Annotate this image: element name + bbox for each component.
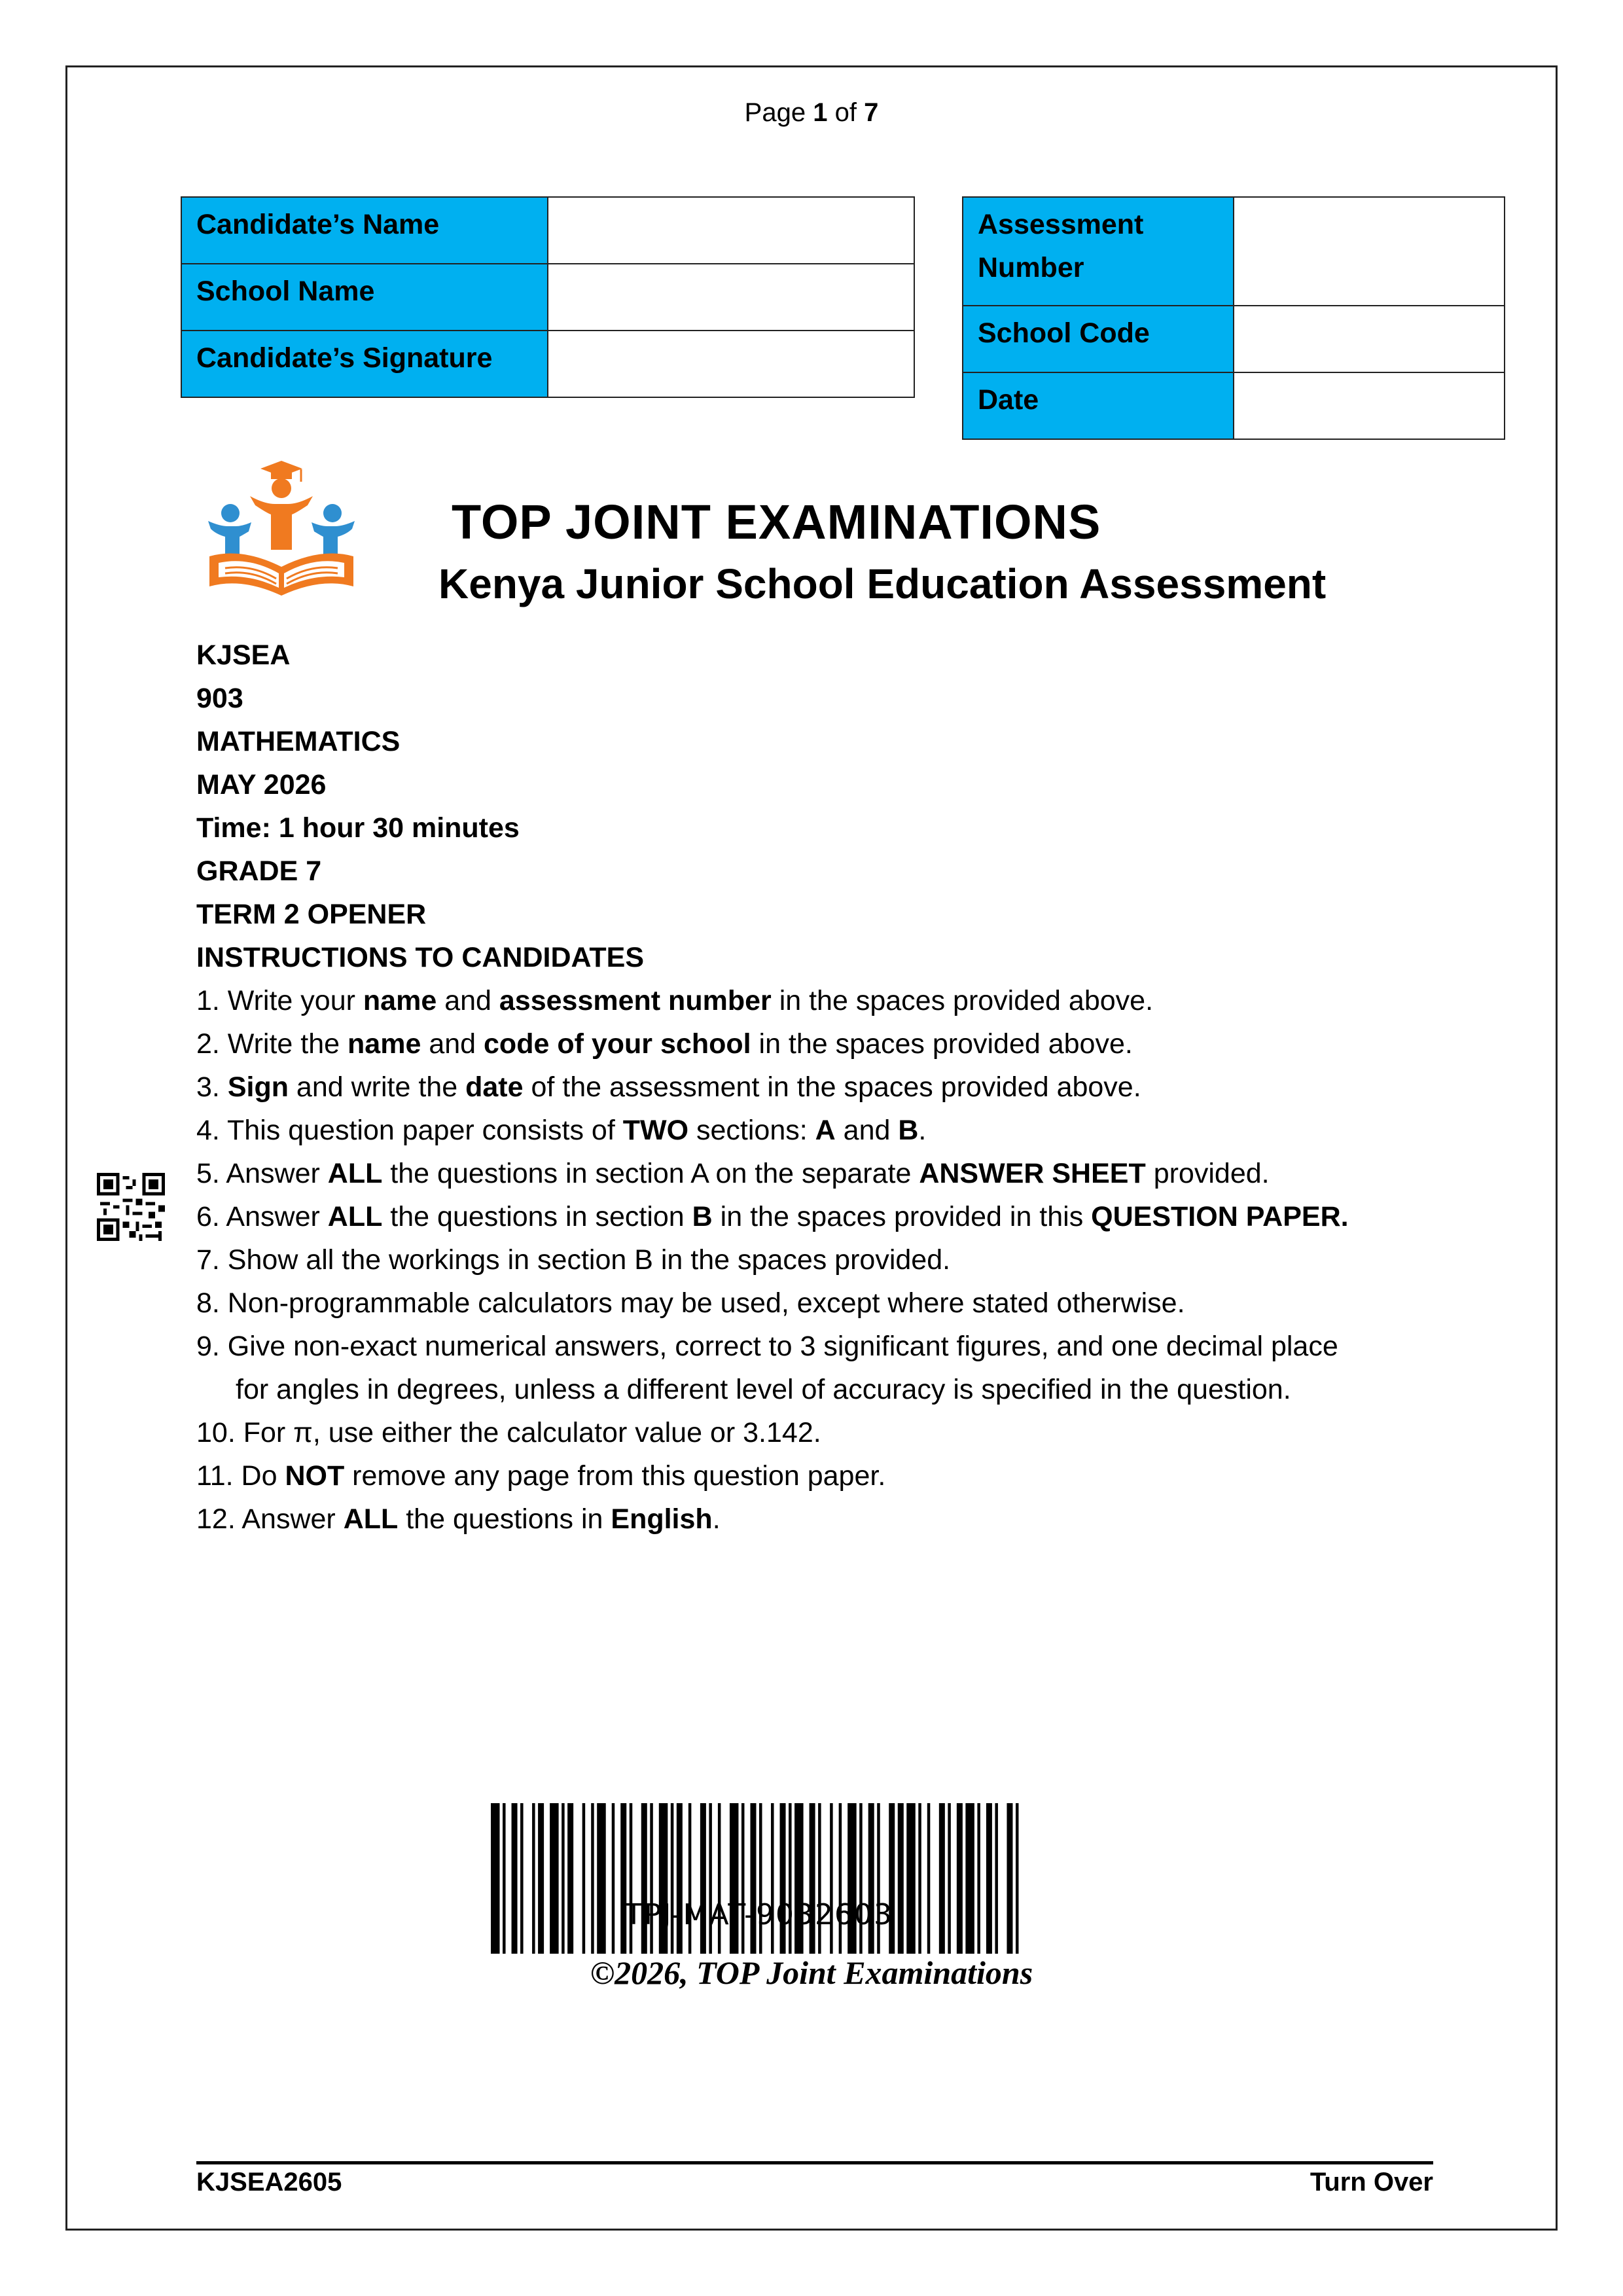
footer-divider (196, 2161, 1433, 2164)
instructions-list (196, 979, 1349, 1541)
candidate-details-table (181, 196, 915, 398)
school-code-label: School Code (963, 306, 1234, 372)
candidate-signature-label: Candidate’s Signature (181, 331, 548, 397)
subject-name: MATHEMATICS (196, 726, 401, 757)
footer-paper-code: KJSEA2605 (196, 2168, 342, 2197)
instruction-item: 4. This question paper consists of TWO sections: A and B. (196, 1115, 927, 1146)
instruction-item: 7. Show all the workings in section B in the spaces provided. (196, 1244, 951, 1276)
organization-title: TOP JOINT EXAMINATIONS (452, 495, 1101, 549)
copyright-notice: ©2026, TOP Joint Examinations (590, 1954, 1033, 1991)
paper-details (196, 634, 644, 979)
exam-date: MAY 2026 (196, 769, 327, 800)
school-name-label: School Name (181, 264, 548, 331)
instruction-item: 6. Answer ALL the questions in section B in the spaces provided in this QUESTION PAPER. (196, 1201, 1349, 1232)
assessment-number-label: Assessment Number (963, 197, 1234, 306)
instruction-item: 1. Write your name and assessment number in the spaces provided above. (196, 985, 1154, 1016)
grade-level: GRADE 7 (196, 855, 322, 887)
instruction-item: 2. Write the name and code of your school in the spaces provided above. (196, 1028, 1133, 1060)
instruction-item: 11. Do NOT remove any page from this question paper. (196, 1460, 886, 1492)
page-number: Page 1 of 7 (744, 98, 879, 127)
assessment-number-field[interactable] (1234, 197, 1505, 306)
book-people-logo-icon (196, 458, 366, 602)
instructions-heading: INSTRUCTIONS TO CANDIDATES (196, 942, 645, 973)
instruction-item: 12. Answer ALL the questions in English. (196, 1503, 721, 1535)
school-name-field[interactable] (548, 264, 914, 331)
school-code-field[interactable] (1234, 306, 1505, 372)
instruction-item: 10. For π, use either the calculator value or 3.142. (196, 1417, 821, 1448)
candidate-name-label: Candidate’s Name (181, 197, 548, 264)
qr-code-icon (97, 1173, 165, 1241)
instruction-item: 3. Sign and write the date of the assessment in the spaces provided above. (196, 1071, 1141, 1103)
date-field[interactable] (1234, 372, 1505, 439)
instruction-item: 5. Answer ALL the questions in section A on the separate ANSWER SHEET provided. (196, 1158, 1270, 1189)
paper-number: 903 (196, 683, 243, 714)
instruction-item: 8. Non-programmable calculators may be used, except where stated otherwise. (196, 1287, 1185, 1319)
footer-turn-over: Turn Over (1310, 2168, 1433, 2197)
candidate-signature-field[interactable] (548, 331, 914, 397)
paper-code-label: KJSEA (196, 639, 291, 671)
instruction-item-continued: for angles in degrees, unless a different level of accuracy is specified in the question. (236, 1374, 1291, 1405)
term-label: TERM 2 OPENER (196, 899, 427, 930)
assessment-details-table (962, 196, 1505, 440)
exam-duration: Time: 1 hour 30 minutes (196, 812, 520, 844)
barcode-number: TPJ-MAT-9032603 (624, 1898, 893, 1931)
assessment-title: Kenya Junior School Education Assessment (438, 560, 1327, 607)
candidate-name-field[interactable] (548, 197, 914, 264)
date-label: Date (963, 372, 1234, 439)
instruction-item: 9. Give non-exact numerical answers, correct to 3 significant figures, and one decimal place (196, 1331, 1338, 1362)
